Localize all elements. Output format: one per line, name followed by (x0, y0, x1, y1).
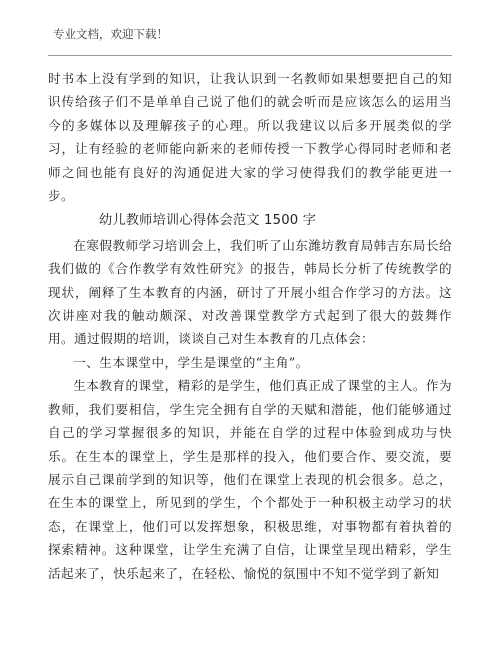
section-heading: 一、生本课堂中，学生是课堂的“主角”。 (73, 354, 309, 370)
continued-paragraph: 时书本上没有学到的知识，让我认识到一名教师如果想要把自己的知识传给孩子们不是单单自己说了他们的就会听而是应该怎么的运用当今的多媒体以及理解孩子的心理。所以我建议以后多开展类似的学习，让有经验的老师能向新来的老师传授一下教学心得同时老师和老师之间也能有良好的沟通促进大家的学习使得我们的教学能更进一步。 (48, 71, 452, 204)
intro-paragraph: 在寒假教师学习培训会上，我们听了山东潍坊教育局韩吉东局长给我们做的《合作教学有效性研究》的报告，韩局长分析了传统教学的现状，阐释了生本教育的内涵，研讨了开展小组合作学习的方法。这次讲座对我的触动颇深、对改善课堂教学方式起到了很大的鼓舞作用。通过假期的培训，谈谈自己对生本教育的几点体会： (48, 237, 452, 347)
body-paragraph: 生本教育的课堂，精彩的是学生，他们真正成了课堂的主人。作为教师，我们要相信，学生完全拥有自学的天赋和潜能，他们能够通过自己的学习掌握很多的知识，并能在自学的过程中体验到成功与快乐。在生本的课堂上，学生是那样的投入，他们要合作、要交流，要展示自己课前学到的知识等，他们在课堂上表现的机会很多。总之，在生本的课堂上，所见到的学生，个个都处于一种积极主动学习的状态，在课堂上，他们可以发挥想象，积极思维，对事物都有着执着的探索精神。这种课堂，让学生充满了自信，让课堂呈现出精彩，学生活起来了，快乐起来了，在轻松、愉悦的氛围中不知不觉学到了新知 (48, 378, 452, 581)
page-header: 专业文档，欢迎下载！ (53, 27, 168, 41)
article-title: 幼儿教师培训心得体会范文 1500 字 (99, 213, 317, 229)
document-body (48, 67, 452, 585)
header-divider (48, 55, 452, 56)
